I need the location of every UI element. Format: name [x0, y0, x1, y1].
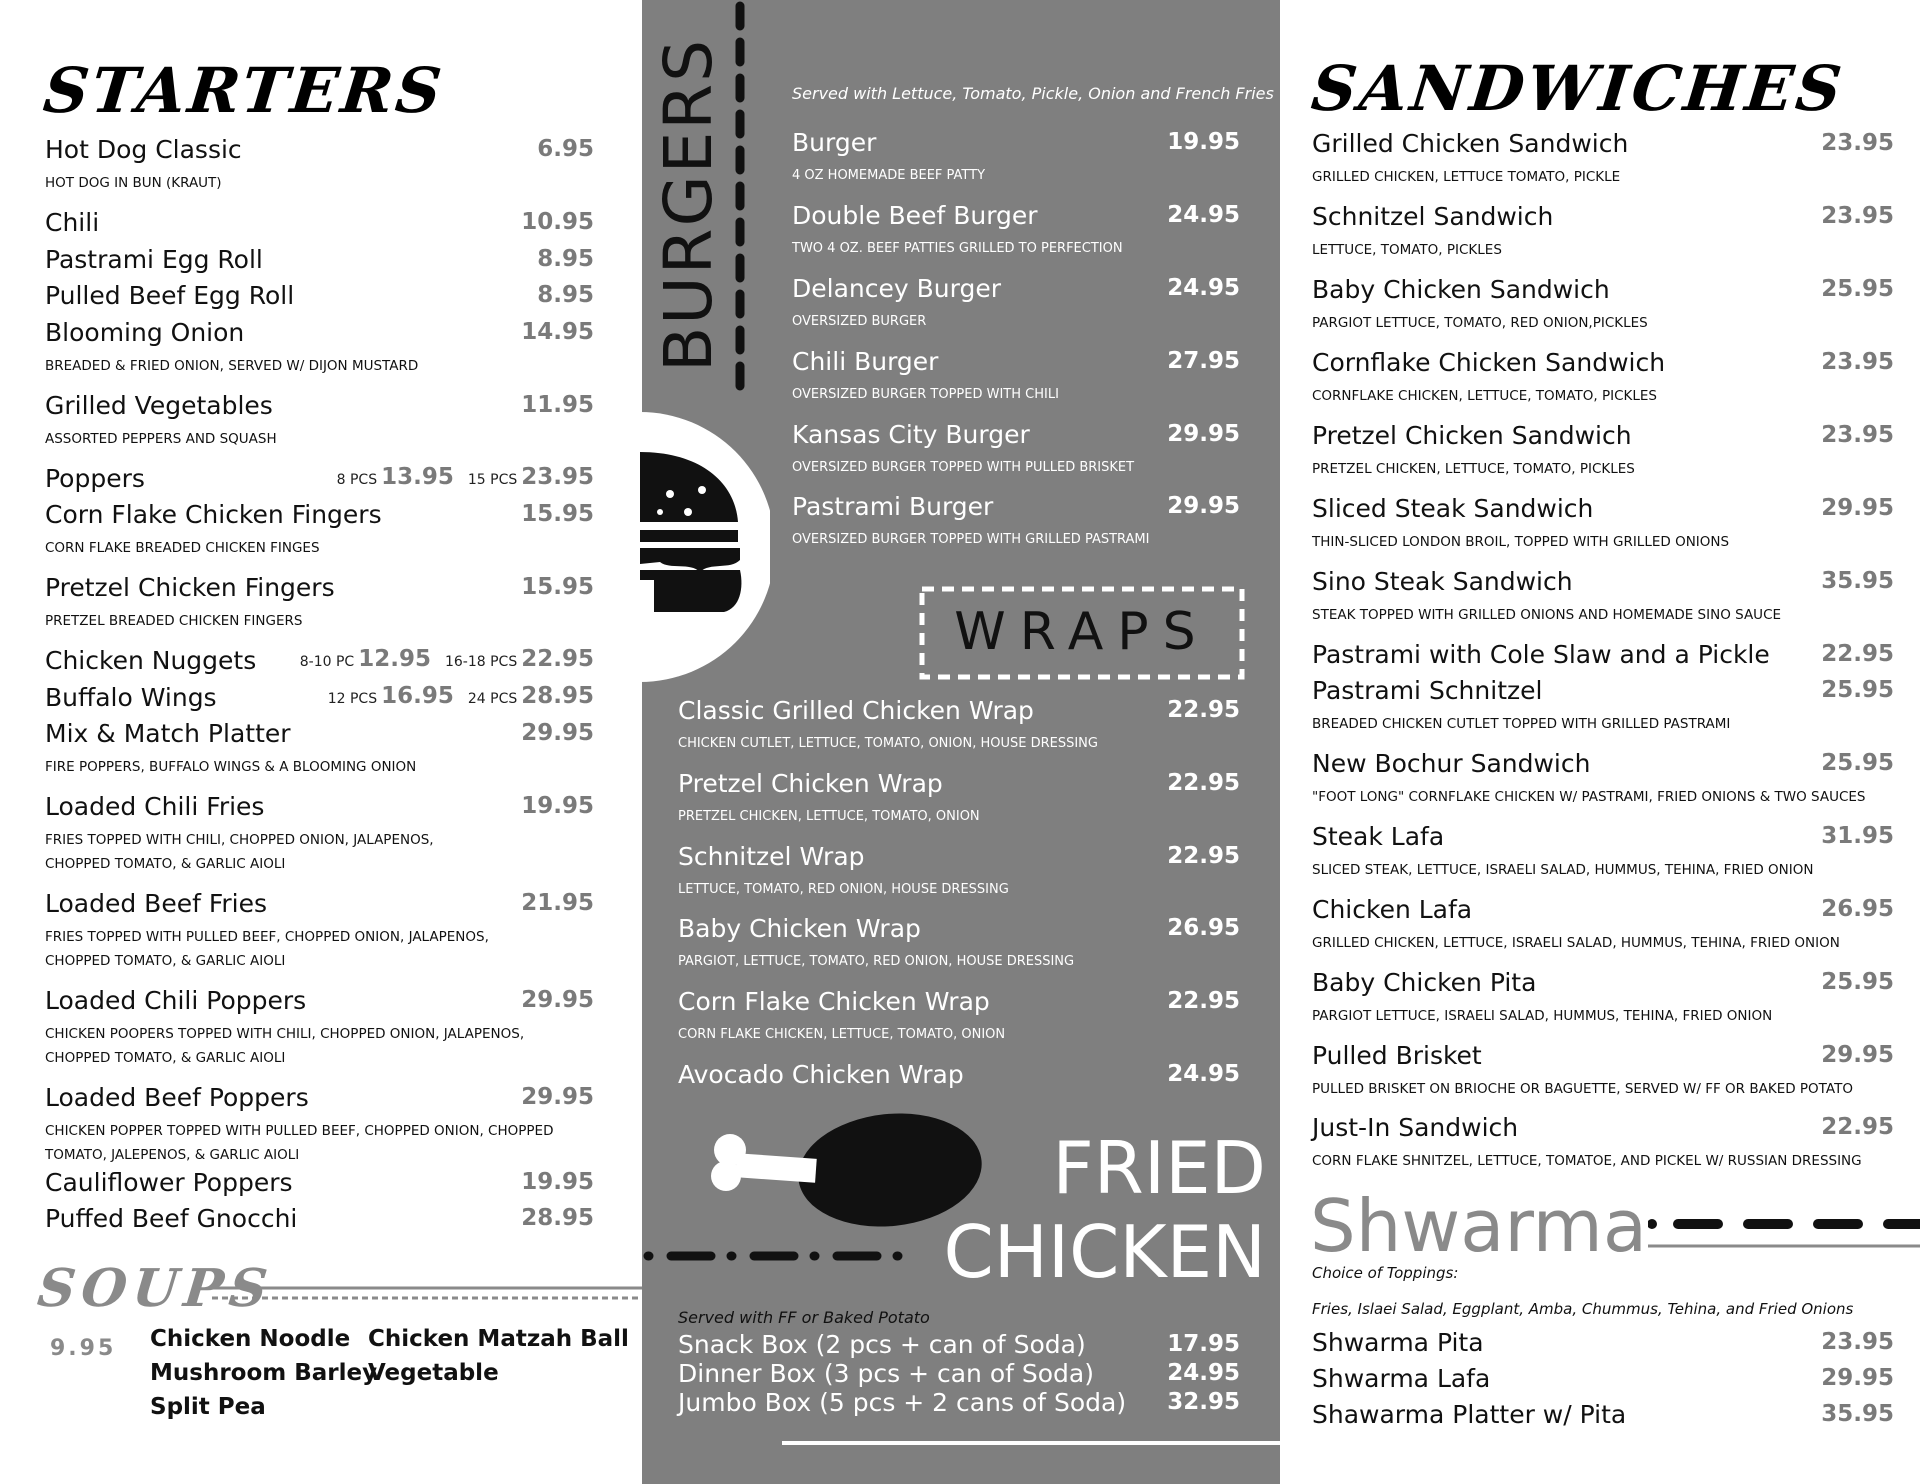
- item-name: Puffed Beef Gnocchi: [45, 1204, 298, 1233]
- item-description: OVERSIZED BURGER TOPPED WITH PULLED BRISKET: [792, 460, 1135, 475]
- soup-item: Vegetable: [368, 1360, 499, 1386]
- sandwiches-column: [1280, 0, 1920, 1484]
- item-price: 29.95: [1167, 493, 1240, 519]
- item-price: 23.95: [1821, 422, 1894, 448]
- item-description: FRIES TOPPED WITH PULLED BEEF, CHOPPED ONION, JALAPENOS,: [45, 929, 489, 945]
- item-description: CORN FLAKE SHNITZEL, LETTUCE, TOMATOE, AND PICKEL W/ RUSSIAN DRESSING: [1312, 1153, 1862, 1169]
- item-price: 29.95: [1821, 1042, 1894, 1068]
- item-price: 26.95: [1821, 896, 1894, 922]
- item-name: Loaded Chili Fries: [45, 792, 265, 821]
- item-description: CORN FLAKE CHICKEN, LETTUCE, TOMATO, ONION: [678, 1027, 1006, 1042]
- item-description: HOT DOG IN BUN (KRAUT): [45, 175, 222, 191]
- item-name: Pretzel Chicken Fingers: [45, 573, 335, 602]
- item-name: Delancey Burger: [792, 274, 1001, 303]
- item-price: 35.95: [1821, 1401, 1894, 1427]
- item-price: 24.95: [1167, 1061, 1240, 1087]
- item-description: CHICKEN POOPERS TOPPED WITH CHILI, CHOPPED ONION, JALAPENOS,: [45, 1026, 525, 1042]
- item-name: Steak Lafa: [1312, 822, 1445, 851]
- item-name: Chicken Lafa: [1312, 895, 1473, 924]
- item-price: 19.95: [521, 1169, 594, 1195]
- item-price: 19.95: [521, 793, 594, 819]
- item-name: Sliced Steak Sandwich: [1312, 494, 1594, 523]
- item-description: LETTUCE, TOMATO, RED ONION, HOUSE DRESSING: [678, 882, 1009, 897]
- item-description: TOMATO, JALEPENOS, & GARLIC AIOLI: [45, 1147, 300, 1163]
- item-name: Chili: [45, 208, 100, 237]
- item-name: Grilled Chicken Sandwich: [1312, 129, 1629, 158]
- option-price: 13.95: [381, 464, 454, 490]
- item-name: Chicken Nuggets: [45, 646, 257, 675]
- item-price: 11.95: [521, 392, 594, 418]
- item-name: Shawarma Platter w/ Pita: [1312, 1400, 1627, 1429]
- item-description: 4 OZ HOMEMADE BEEF PATTY: [792, 168, 986, 183]
- item-name: Schnitzel Wrap: [678, 842, 865, 871]
- option-label: 8 PCS: [336, 472, 378, 488]
- option-price: 28.95: [521, 683, 594, 709]
- soup-item: Split Pea: [150, 1394, 266, 1420]
- item-name: Baby Chicken Pita: [1312, 968, 1537, 997]
- option-price: 12.95: [358, 646, 431, 672]
- item-name: Loaded Beef Fries: [45, 889, 268, 918]
- item-price-options: [328, 683, 594, 709]
- item-name: New Bochur Sandwich: [1312, 749, 1591, 778]
- item-name: Shwarma Lafa: [1312, 1364, 1491, 1393]
- soups-title: SOUPS: [34, 1258, 277, 1319]
- fried-chicken-divider: [642, 1246, 912, 1266]
- item-price: 25.95: [1821, 969, 1894, 995]
- burgers-title: BURGERS: [650, 37, 727, 372]
- item-name: Grilled Vegetables: [45, 391, 273, 420]
- item-description: CHOPPED TOMATO, & GARLIC AIOLI: [45, 1050, 286, 1066]
- item-name: Pastrami Schnitzel: [1312, 676, 1543, 705]
- item-description: FIRE POPPERS, BUFFALO WINGS & A BLOOMING ONION: [45, 759, 417, 775]
- option-label: 16-18 PCS: [444, 654, 518, 670]
- item-description: OVERSIZED BURGER TOPPED WITH GRILLED PASTRAMI: [792, 532, 1150, 547]
- item-description: GRILLED CHICKEN, LETTUCE, ISRAELI SALAD, HUMMUS, TEHINA, FRIED ONION: [1312, 935, 1840, 951]
- item-price: 21.95: [521, 890, 594, 916]
- item-description: THIN-SLICED LONDON BROIL, TOPPED WITH GRILLED ONIONS: [1312, 534, 1730, 550]
- option-label: 15 PCS: [467, 472, 518, 488]
- item-description: CHICKEN POPPER TOPPED WITH PULLED BEEF, CHOPPED ONION, CHOPPED: [45, 1123, 554, 1139]
- item-price: 35.95: [1821, 568, 1894, 594]
- item-price: 15.95: [521, 574, 594, 600]
- item-description: PRETZEL CHICKEN, LETTUCE, TOMATO, ONION: [678, 809, 980, 824]
- item-price: 25.95: [1821, 276, 1894, 302]
- item-price: 29.95: [1167, 421, 1240, 447]
- item-price: 29.95: [1821, 495, 1894, 521]
- soups-price: 9.95: [50, 1336, 117, 1361]
- item-name: Double Beef Burger: [792, 201, 1038, 230]
- item-name: Corn Flake Chicken Wrap: [678, 987, 990, 1016]
- item-description: STEAK TOPPED WITH GRILLED ONIONS AND HOMEMADE SINO SAUCE: [1312, 607, 1782, 623]
- item-price: 32.95: [1167, 1389, 1240, 1415]
- item-name: Chili Burger: [792, 347, 939, 376]
- item-description: ASSORTED PEPPERS AND SQUASH: [45, 431, 277, 447]
- item-name: Classic Grilled Chicken Wrap: [678, 696, 1034, 725]
- item-name: Schnitzel Sandwich: [1312, 202, 1554, 231]
- item-description: PARGIOT LETTUCE, TOMATO, RED ONION,PICKLES: [1312, 315, 1648, 331]
- item-price: 25.95: [1821, 750, 1894, 776]
- item-price: 22.95: [1821, 641, 1894, 667]
- item-name: Baby Chicken Sandwich: [1312, 275, 1610, 304]
- item-description: TWO 4 OZ. BEEF PATTIES GRILLED TO PERFECTION: [792, 241, 1123, 256]
- item-description: "FOOT LONG" CORNFLAKE CHICKEN W/ PASTRAMI, FRIED ONIONS & TWO SAUCES: [1312, 789, 1866, 805]
- option-price: 22.95: [521, 646, 594, 672]
- option-price: 16.95: [381, 683, 454, 709]
- item-description: LETTUCE, TOMATO, PICKLES: [1312, 242, 1502, 258]
- item-description: CORNFLAKE CHICKEN, LETTUCE, TOMATO, PICKLES: [1312, 388, 1657, 404]
- item-description: SLICED STEAK, LETTUCE, ISRAELI SALAD, HUMMUS, TEHINA, FRIED ONION: [1312, 862, 1814, 878]
- item-price: 22.95: [1167, 988, 1240, 1014]
- item-name: Pretzel Chicken Sandwich: [1312, 421, 1632, 450]
- item-price: 29.95: [521, 987, 594, 1013]
- item-name: Burger: [792, 128, 877, 157]
- item-price: 10.95: [521, 209, 594, 235]
- item-name: Mix & Match Platter: [45, 719, 291, 748]
- item-price: 6.95: [537, 136, 594, 162]
- item-name: Sino Steak Sandwich: [1312, 567, 1573, 596]
- item-name: Dinner Box (3 pcs + can of Soda): [678, 1359, 1095, 1388]
- option-label: 24 PCS: [467, 691, 518, 707]
- item-name: Snack Box (2 pcs + can of Soda): [678, 1330, 1086, 1359]
- item-description: CHOPPED TOMATO, & GARLIC AIOLI: [45, 856, 286, 872]
- item-price: 14.95: [521, 319, 594, 345]
- burgers-note: Served with Lettuce, Tomato, Pickle, Onion and French Fries: [792, 84, 1274, 103]
- item-price: 19.95: [1167, 129, 1240, 155]
- item-name: Poppers: [45, 464, 145, 493]
- item-price: 28.95: [521, 1205, 594, 1231]
- item-price: 24.95: [1167, 202, 1240, 228]
- sandwiches-title: SANDWICHES: [1308, 52, 1848, 125]
- soup-item: Mushroom Barley: [150, 1360, 378, 1386]
- item-description: BREADED & FRIED ONION, SERVED W/ DIJON MUSTARD: [45, 358, 419, 374]
- item-price: 22.95: [1167, 697, 1240, 723]
- item-price: 22.95: [1821, 1114, 1894, 1140]
- option-label: 8-10 PC: [299, 654, 355, 670]
- item-name: Pastrami with Cole Slaw and a Pickle: [1312, 640, 1770, 669]
- item-description: FRIES TOPPED WITH CHILI, CHOPPED ONION, JALAPENOS,: [45, 832, 434, 848]
- item-price: 15.95: [521, 501, 594, 527]
- item-price: 23.95: [1821, 203, 1894, 229]
- item-name: Avocado Chicken Wrap: [678, 1060, 964, 1089]
- item-price: 31.95: [1821, 823, 1894, 849]
- item-description: PRETZEL CHICKEN, LETTUCE, TOMATO, PICKLES: [1312, 461, 1635, 477]
- item-price: 22.95: [1167, 843, 1240, 869]
- item-name: Cauliflower Poppers: [45, 1168, 293, 1197]
- item-price: 23.95: [1821, 1329, 1894, 1355]
- item-name: Kansas City Burger: [792, 420, 1030, 449]
- burgers-divider: [732, 0, 748, 400]
- item-name: Loaded Beef Poppers: [45, 1083, 309, 1112]
- item-description: PARGIOT LETTUCE, ISRAELI SALAD, HUMMUS, TEHINA, FRIED ONION: [1312, 1008, 1773, 1024]
- item-price: 24.95: [1167, 275, 1240, 301]
- item-description: PULLED BRISKET ON BRIOCHE OR BAGUETTE, SERVED W/ FF OR BAKED POTATO: [1312, 1081, 1853, 1097]
- fried-chicken-title-line2: CHICKEN: [943, 1210, 1266, 1294]
- bottom-rule: [782, 1441, 1280, 1445]
- item-description: CORN FLAKE BREADED CHICKEN FINGES: [45, 540, 320, 556]
- fried-chicken-title-line1: FRIED: [1052, 1126, 1266, 1210]
- item-price: 22.95: [1167, 770, 1240, 796]
- item-price: 29.95: [521, 1084, 594, 1110]
- item-price-options: [337, 464, 594, 490]
- item-name: Pulled Brisket: [1312, 1041, 1482, 1070]
- item-name: Blooming Onion: [45, 318, 245, 347]
- starters-title: STARTERS: [40, 54, 448, 127]
- item-name: Cornflake Chicken Sandwich: [1312, 348, 1666, 377]
- item-price: 26.95: [1167, 915, 1240, 941]
- shwarma-title: Shwarma: [1310, 1184, 1647, 1268]
- burger-icon: [640, 412, 770, 682]
- item-description: CHICKEN CUTLET, LETTUCE, TOMATO, ONION, HOUSE DRESSING: [678, 736, 1098, 751]
- item-description: PARGIOT, LETTUCE, TOMATO, RED ONION, HOUSE DRESSING: [678, 954, 1075, 969]
- item-description: OVERSIZED BURGER: [792, 314, 927, 329]
- item-name: Loaded Chili Poppers: [45, 986, 307, 1015]
- item-price: 17.95: [1167, 1331, 1240, 1357]
- item-description: CHOPPED TOMATO, & GARLIC AIOLI: [45, 953, 286, 969]
- item-price: 8.95: [537, 246, 594, 272]
- item-price: 23.95: [1821, 349, 1894, 375]
- item-description: BREADED CHICKEN CUTLET TOPPED WITH GRILLED PASTRAMI: [1312, 716, 1731, 732]
- item-description: OVERSIZED BURGER TOPPED WITH CHILI: [792, 387, 1059, 402]
- item-name: Pastrami Egg Roll: [45, 245, 263, 274]
- middle-column: [642, 0, 1280, 1484]
- item-name: Baby Chicken Wrap: [678, 914, 921, 943]
- item-name: Corn Flake Chicken Fingers: [45, 500, 382, 529]
- item-price: 29.95: [1821, 1365, 1894, 1391]
- item-price: 23.95: [1821, 130, 1894, 156]
- shwarma-divider: [1648, 1210, 1920, 1252]
- item-price: 29.95: [521, 720, 594, 746]
- item-description: GRILLED CHICKEN, LETTUCE TOMATO, PICKLE: [1312, 169, 1621, 185]
- item-price: 8.95: [537, 282, 594, 308]
- item-price: 24.95: [1167, 1360, 1240, 1386]
- soups-divider: [212, 1284, 642, 1304]
- item-name: Pulled Beef Egg Roll: [45, 281, 295, 310]
- soup-item: Chicken Noodle: [150, 1326, 351, 1352]
- wraps-title: WRAPS: [954, 602, 1210, 662]
- option-label: 12 PCS: [327, 691, 378, 707]
- item-name: Shwarma Pita: [1312, 1328, 1484, 1357]
- item-name: Pastrami Burger: [792, 492, 994, 521]
- shwarma-note2: Fries, Islaei Salad, Eggplant, Amba, Chummus, Tehina, and Fried Onions: [1312, 1300, 1854, 1318]
- item-name: Buffalo Wings: [45, 683, 217, 712]
- item-price: 25.95: [1821, 677, 1894, 703]
- item-name: Just-In Sandwich: [1312, 1113, 1519, 1142]
- starters-column: [0, 0, 642, 1484]
- option-price: 23.95: [521, 464, 594, 490]
- item-name: Jumbo Box (5 pcs + 2 cans of Soda): [678, 1388, 1127, 1417]
- soup-item: Chicken Matzah Ball: [368, 1326, 629, 1352]
- item-price: 27.95: [1167, 348, 1240, 374]
- item-name: Pretzel Chicken Wrap: [678, 769, 943, 798]
- item-price-options: [300, 646, 594, 672]
- shwarma-note1: Choice of Toppings:: [1312, 1264, 1459, 1282]
- item-name: Hot Dog Classic: [45, 135, 242, 164]
- fried-chicken-note: Served with FF or Baked Potato: [678, 1308, 930, 1327]
- item-description: PRETZEL BREADED CHICKEN FINGERS: [45, 613, 303, 629]
